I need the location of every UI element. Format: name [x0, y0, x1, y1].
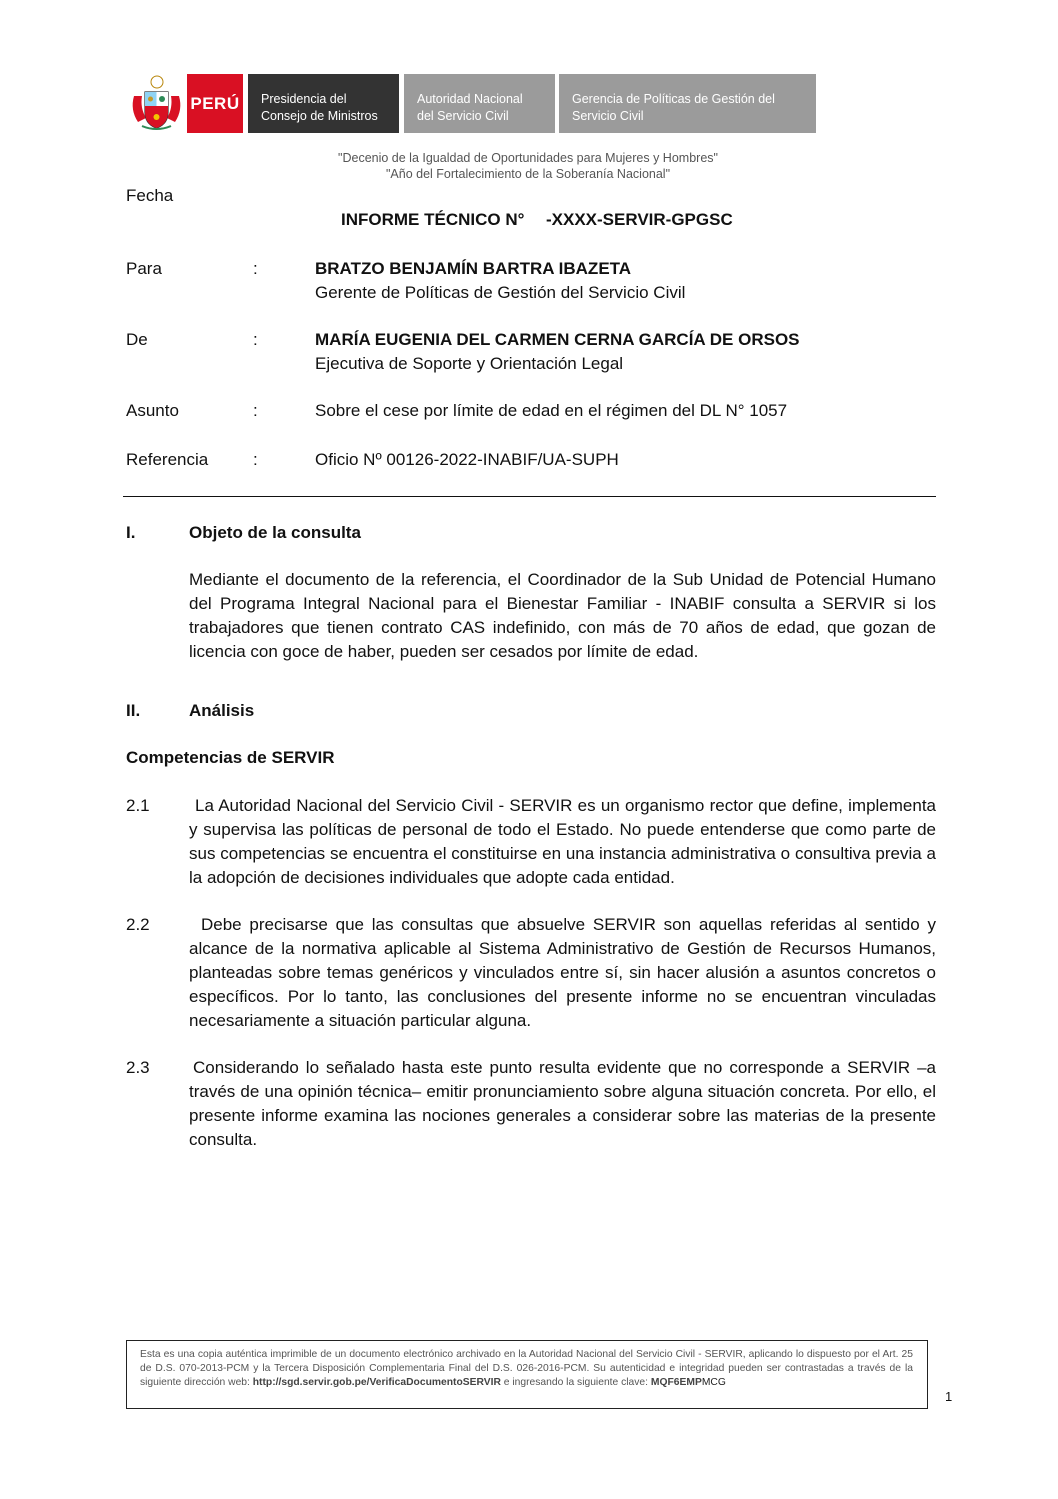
footer-text-1: Esta es una copia auténtica imprimible de un documento electrónico archivado en la Autoridad Nacional del Servicio Civil - SERVIR, aplicando lo dispuesto por el Art. 25 de D.S. 070-2013-PCM y la Tercera Disposición Complementaria Final del D.S. 026-2016-PCM. Su autenticidad e integridad pueden ser contrastadas a través de la siguiente dirección web: [140, 1349, 913, 1388]
section1-title: Objeto de la consulta [189, 523, 361, 542]
para-colon: : [253, 259, 258, 278]
item-2-2-text: Debe precisarse que las consultas que absuelve SERVIR son aquellas referidas al sentido y alcance de la normativa aplicable al Sistema Administrativo de Gestión de Recursos Humanos, planteadas sobre temas genéricos y vinculados entre sí, sin hacer alusión a asuntos concretos o específicos. Por lo tanto, las conclusiones del presente informe no se encuentran vinculadas necesariamente a situación particular alguna. [189, 915, 936, 1030]
asunto-value: Sobre el cese por límite de edad en el régimen del DL N° 1057 [315, 401, 788, 420]
page-number: 1 [945, 1389, 953, 1404]
header-pcm-line1: Presidencia del [261, 92, 347, 106]
para-name: BRATZO BENJAMÍN BARTRA IBAZETA [315, 259, 632, 278]
header-gerencia-line2: Servicio Civil [572, 109, 644, 123]
decenio-motto [200, 150, 856, 182]
para-label: Para [126, 259, 162, 278]
section2-title: Análisis [189, 701, 255, 720]
fecha-label: Fecha [126, 186, 174, 205]
header-gerencia-box [559, 74, 816, 133]
header-divider [123, 496, 936, 497]
item-2-3-text: Considerando lo señalado hasta este punto resulta evidente que no corresponde a SERVIR –a través de una opinión técnica– emitir pronunciamiento sobre alguna situación concreta. Por ello, el presente informe examina las nociones generales a considerar sobre las materias de la presente consulta. [189, 1058, 936, 1149]
header-servir-box [404, 74, 555, 133]
item-2-1-number: 2.1 [126, 796, 150, 815]
report-title-number: INFORME TÉCNICO N° [341, 210, 525, 229]
authenticity-footer [126, 1340, 928, 1409]
footer-key-bold: MQF6EMP [650, 1377, 702, 1388]
referencia-colon: : [253, 450, 258, 469]
section1-number: I. [126, 523, 136, 542]
de-name: MARÍA EUGENIA DEL CARMEN CERNA GARCÍA DE ORSOS [315, 330, 800, 349]
de-role: Ejecutiva de Soporte y Orientación Legal [315, 354, 624, 373]
report-title-code: -XXXX-SERVIR-GPGSC [546, 210, 733, 229]
footer-verification-url[interactable]: http://sgd.servir.gob.pe/VerificaDocumentoSERVIR [252, 1377, 501, 1388]
asunto-label: Asunto [126, 401, 179, 420]
item-2-3-number: 2.3 [126, 1058, 150, 1077]
header-pcm-line2: Consejo de Ministros [261, 109, 378, 123]
para-role: Gerente de Políticas de Gestión del Servicio Civil [315, 283, 686, 302]
section2-number: II. [126, 701, 141, 720]
de-label: De [126, 330, 148, 349]
peru-coat-of-arms-logo [128, 74, 185, 133]
header-servir-line1: Autoridad Nacional [417, 92, 523, 106]
peru-brand-badge [187, 74, 243, 133]
item-2-1-text: La Autoridad Nacional del Servicio Civil - SERVIR es un organismo rector que define, implementa y supervisa las políticas de personal de todo el Estado. No puede entenderse que como parte de sus competencias se encuentra el constituirse en una instancia administrativa o consultiva previa a la adopción de decisiones individuales que adopte cada entidad. [189, 796, 936, 887]
header-pcm-box [248, 74, 399, 133]
header-servir-line2: del Servicio Civil [417, 109, 509, 123]
referencia-label: Referencia [126, 450, 209, 469]
decenio-line1: "Decenio de la Igualdad de Oportunidades para Mujeres y Hombres" [338, 151, 718, 165]
referencia-value: Oficio Nº 00126-2022-INABIF/UA-SUPH [315, 450, 619, 469]
footer-notice [140, 1348, 913, 1390]
section2-subtitle: Competencias de SERVIR [126, 748, 335, 767]
peru-label: PERÚ [190, 93, 240, 113]
decenio-line2: "Año del Fortalecimiento de la Soberanía Nacional" [385, 167, 671, 181]
header-gerencia-line1: Gerencia de Políticas de Gestión del [572, 92, 775, 106]
footer-text-2: e ingresando la siguiente clave: [500, 1377, 651, 1388]
de-colon: : [253, 330, 258, 349]
footer-key-rest: MCG [701, 1377, 726, 1388]
item-2-2-number: 2.2 [126, 915, 150, 934]
asunto-colon: : [253, 401, 258, 420]
section1-body: Mediante el documento de la referencia, el Coordinador de la Sub Unidad de Potencial Humano del Programa Integral Nacional para el Bienestar Familiar - INABIF consulta a SERVIR si los trabajadores que tienen contrato CAS indefinido, con más de 70 años de edad, que gozan de licencia con goce de haber, pueden ser cesados por límite de edad. [189, 570, 936, 661]
